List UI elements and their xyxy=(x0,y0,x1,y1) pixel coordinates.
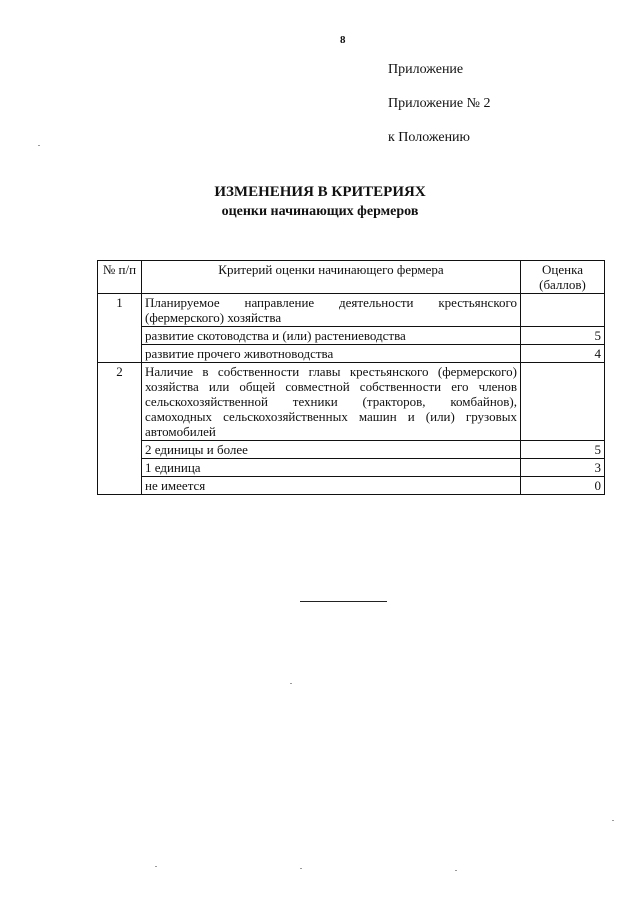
scan-speck xyxy=(455,870,457,871)
table-row xyxy=(98,477,605,495)
row-number: 1 xyxy=(98,294,142,363)
closing-rule xyxy=(300,601,387,602)
table-header-row xyxy=(98,261,605,294)
option-score: 0 xyxy=(521,477,605,495)
scan-speck xyxy=(290,683,292,684)
option-label: развитие прочего животноводства xyxy=(142,345,521,363)
option-score: 5 xyxy=(521,441,605,459)
header-criterion: Критерий оценки начинающего фермера xyxy=(142,261,521,294)
table-row xyxy=(98,459,605,477)
score-empty-cell xyxy=(521,294,605,327)
option-label: развитие скотоводства и (или) растениеводства xyxy=(142,327,521,345)
option-score: 5 xyxy=(521,327,605,345)
header-score: Оценка (баллов) xyxy=(521,261,605,294)
appendix-reference: к Положению xyxy=(388,130,471,145)
scan-speck xyxy=(38,145,40,146)
option-label: 2 единицы и более xyxy=(142,441,521,459)
option-label: 1 единица xyxy=(142,459,521,477)
criterion-text: Планируемое направление деятельности крестьянского (фермерского) хозяйства xyxy=(142,294,521,327)
document-title: ИЗМЕНЕНИЯ В КРИТЕРИЯХ xyxy=(214,184,426,200)
table-row xyxy=(98,345,605,363)
option-label: не имеется xyxy=(142,477,521,495)
option-score: 4 xyxy=(521,345,605,363)
appendix-label: Приложение xyxy=(388,62,464,77)
header-number: № п/п xyxy=(98,261,142,294)
table-row xyxy=(98,327,605,345)
row-number: 2 xyxy=(98,363,142,495)
page-number: 8 xyxy=(340,34,346,46)
scan-speck xyxy=(155,866,157,867)
score-empty-cell xyxy=(521,363,605,441)
criteria-table xyxy=(97,260,605,495)
appendix-number: Приложение № 2 xyxy=(388,96,491,111)
table-row xyxy=(98,441,605,459)
scan-speck xyxy=(300,868,302,869)
document-subtitle: оценки начинающих фермеров xyxy=(221,204,419,219)
criterion-text: Наличие в собственности главы крестьянского (фермерского) хозяйства или общей совместной собственности его членов сельскохозяйственной техники (тракторов, комбайнов), самоходных сельскохозяйственных машин и (или) грузовых автомобилей xyxy=(142,363,521,441)
option-score: 3 xyxy=(521,459,605,477)
scan-speck xyxy=(612,820,614,821)
table-row xyxy=(98,294,605,327)
table-row xyxy=(98,363,605,441)
